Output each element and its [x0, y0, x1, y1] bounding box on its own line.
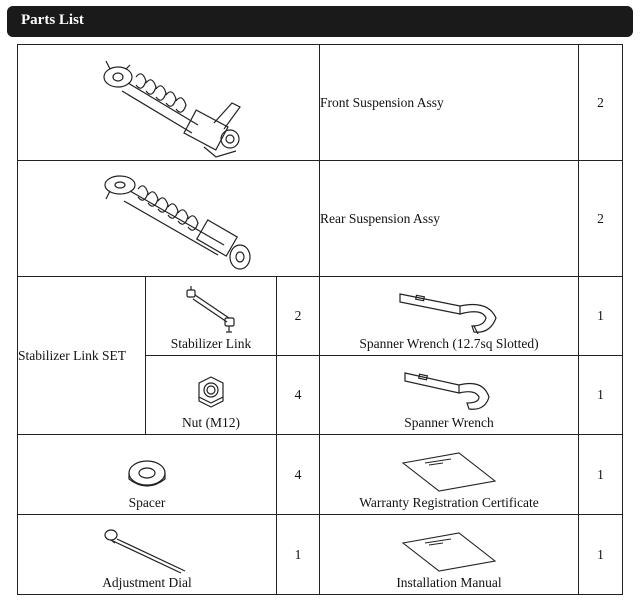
part-name: Adjustment Dial: [102, 575, 192, 590]
rear-suspension-icon: [18, 163, 320, 275]
rear-suspension-image-cell: [18, 161, 320, 277]
part-quantity: 2: [579, 161, 623, 277]
part-name: Nut (M12): [181, 415, 241, 430]
nut-cell: [146, 356, 277, 435]
page-title: Parts List: [21, 12, 84, 28]
part-name: Spanner Wrench (12.7sq Slotted): [359, 336, 539, 351]
table-row: [18, 277, 623, 356]
adjustment-dial-icon: [97, 525, 197, 575]
manual-cell: [320, 515, 579, 595]
part-quantity: 1: [579, 356, 623, 435]
part-name: Rear Suspension Assy: [320, 161, 579, 277]
part-quantity: 4: [277, 356, 320, 435]
certificate-icon: [399, 451, 499, 495]
parts-list-header: [7, 6, 633, 37]
part-name: Front Suspension Assy: [320, 45, 579, 161]
slotted-spanner-wrench-icon: [394, 284, 504, 336]
front-suspension-icon: [18, 47, 320, 159]
part-quantity: 1: [579, 435, 623, 515]
part-quantity: 4: [277, 435, 320, 515]
manual-icon: [399, 531, 499, 575]
front-suspension-image-cell: [18, 45, 320, 161]
part-name: Stabilizer Link: [170, 336, 252, 351]
table-row: [18, 515, 623, 595]
part-name: Warranty Registration Certificate: [359, 495, 539, 510]
part-name: Installation Manual: [396, 575, 502, 590]
table-row: [18, 435, 623, 515]
part-quantity: 1: [277, 515, 320, 595]
spacer-cell: [18, 435, 277, 515]
stabilizer-link-icon: [171, 284, 251, 336]
stabilizer-link-cell: [146, 277, 277, 356]
spanner-cell: [320, 356, 579, 435]
part-quantity: 2: [579, 45, 623, 161]
dial-cell: [18, 515, 277, 595]
stabilizer-link-set-label: Stabilizer Link SET: [18, 277, 146, 435]
table-row: [18, 161, 623, 277]
spanner-wrench-icon: [399, 365, 499, 415]
parts-table: [17, 44, 623, 595]
part-quantity: 2: [277, 277, 320, 356]
part-name: Spacer: [128, 495, 166, 510]
part-name: Spanner Wrench: [404, 415, 494, 430]
warranty-cell: [320, 435, 579, 515]
table-row: [18, 45, 623, 161]
part-quantity: 1: [579, 277, 623, 356]
part-quantity: 1: [579, 515, 623, 595]
spacer-icon: [122, 455, 172, 495]
slotted-spanner-cell: [320, 277, 579, 356]
nut-icon: [191, 371, 231, 415]
